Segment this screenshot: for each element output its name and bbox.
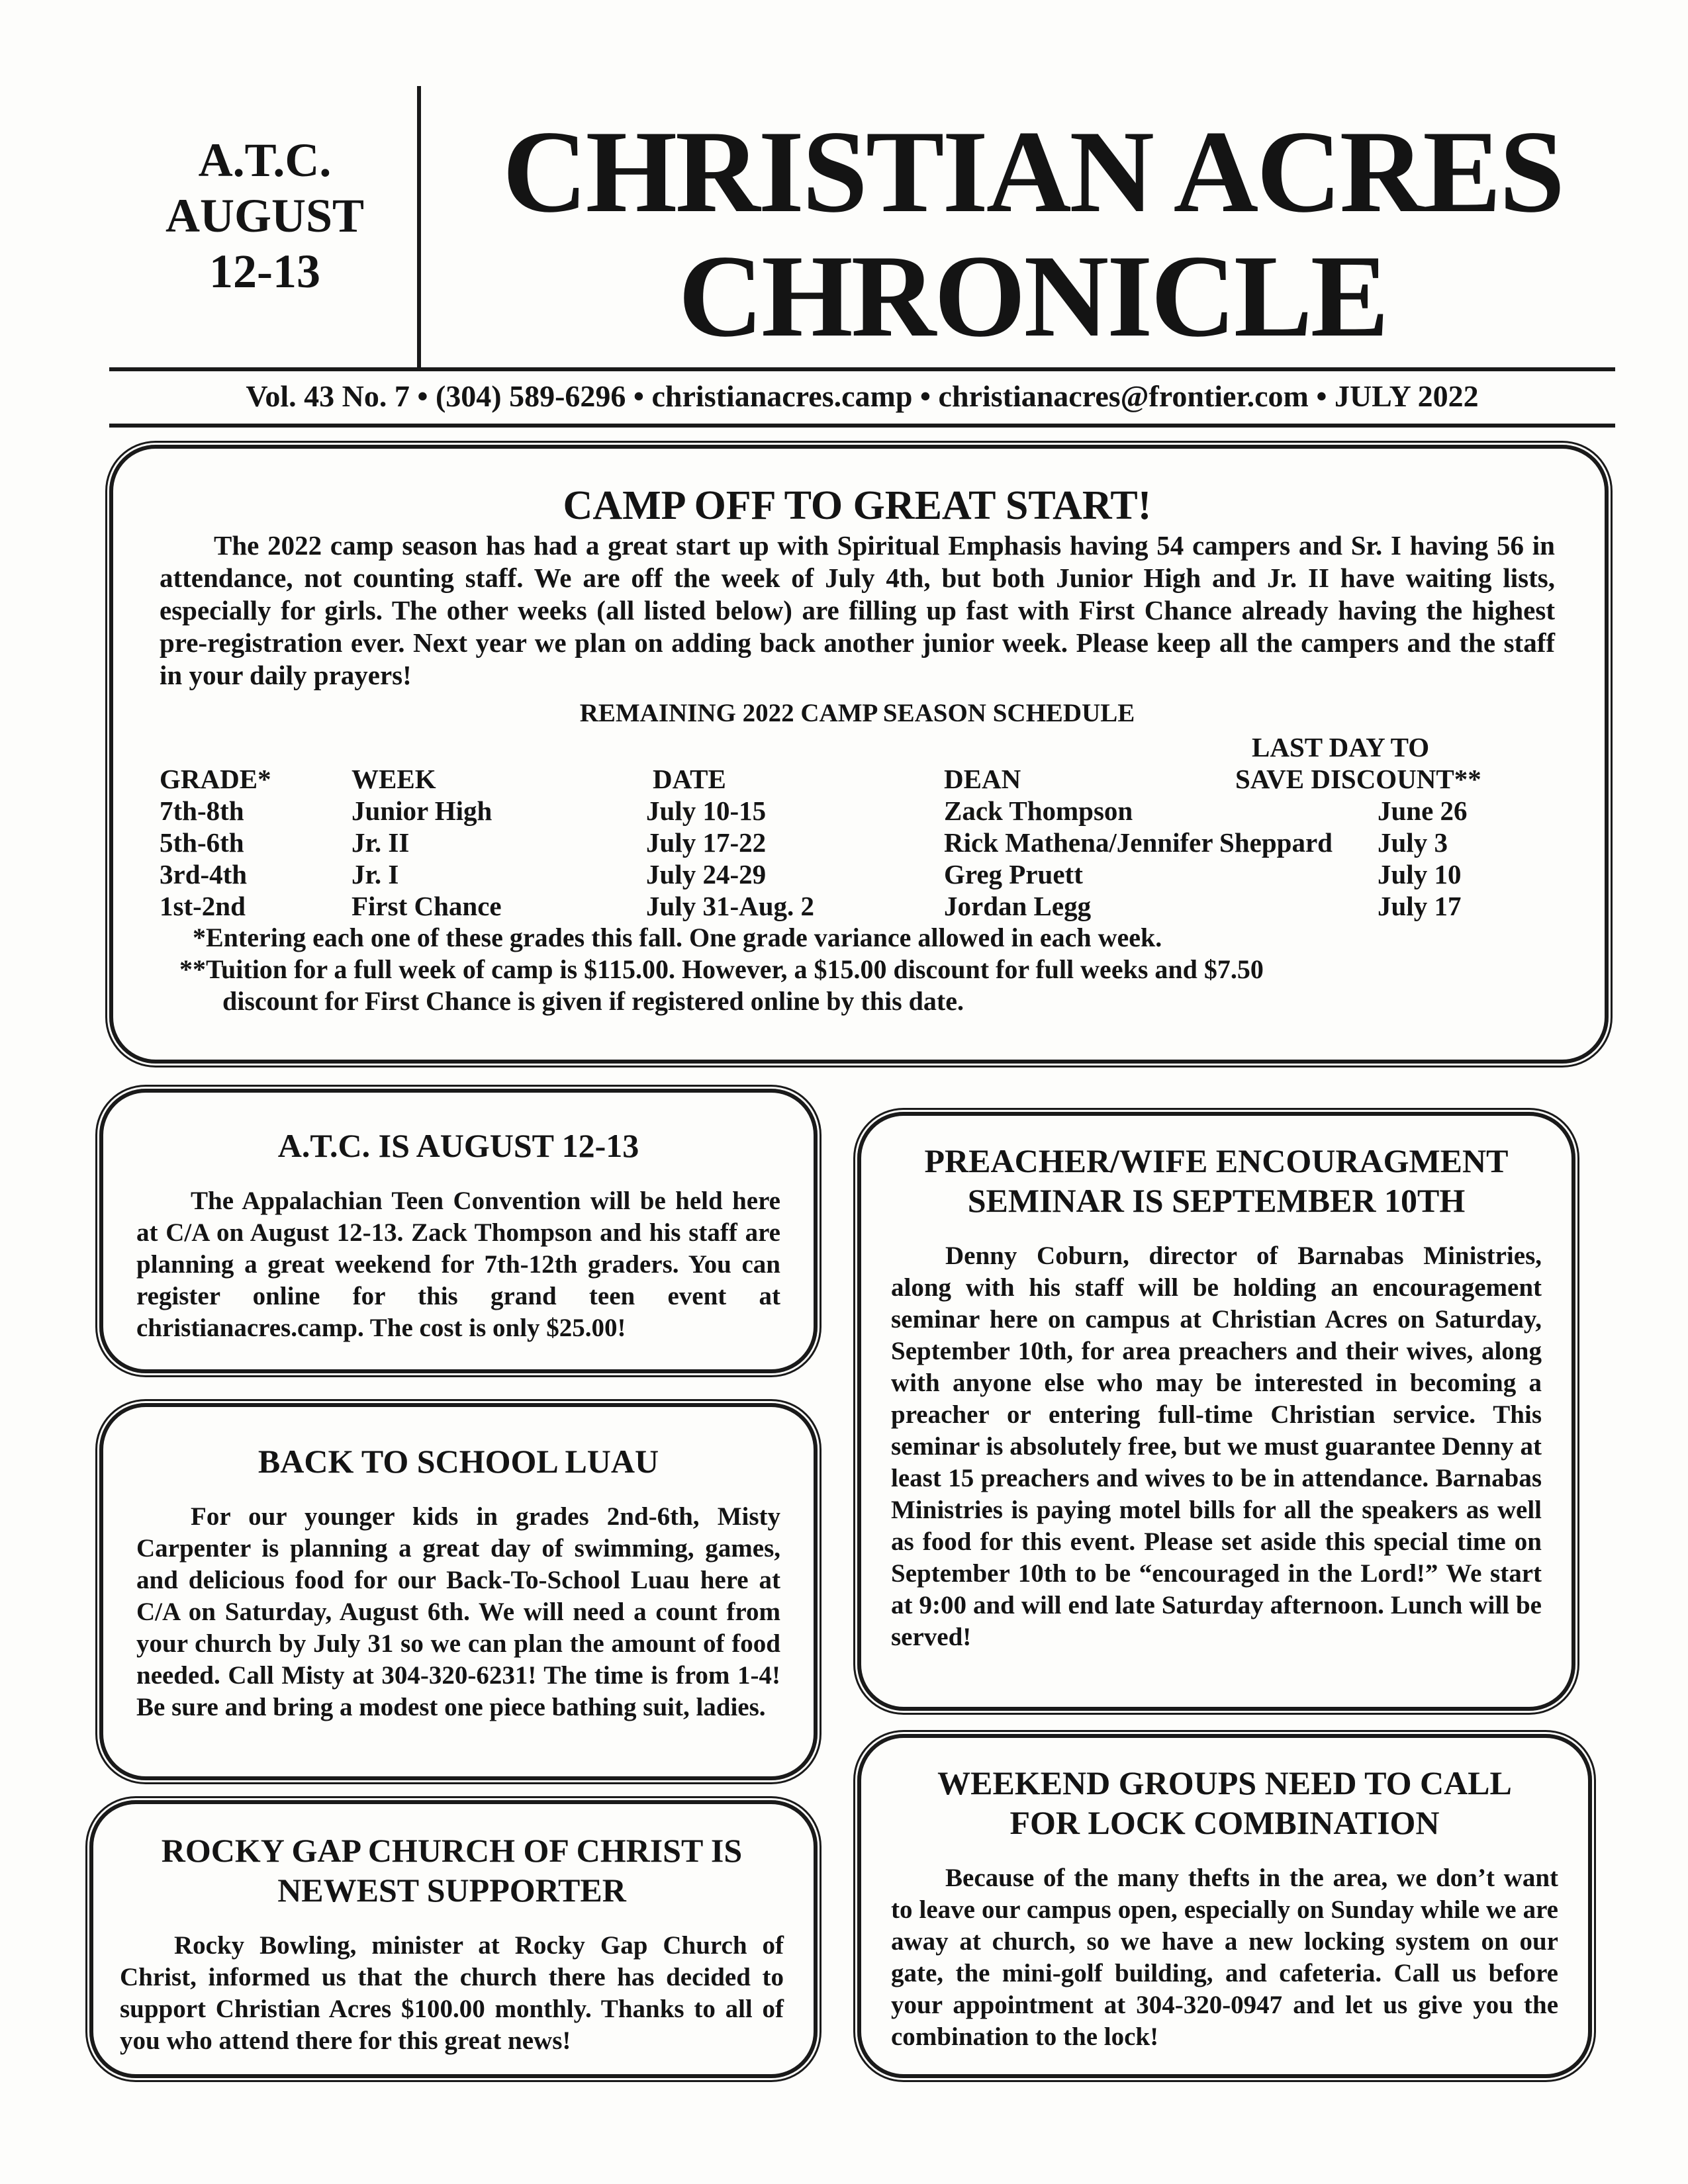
row-1-dean: Zack Thompson	[944, 796, 1133, 826]
seminar-body: Denny Coburn, director of Barnabas Ministries, along with his staff will be holding an encouragement seminar here on campus at Christian Acres on Saturday, September 10th, for area preachers and their wives, along with anyone else who may be interested in becoming a preacher or entering full-time Christian service. This seminar is absolutely free, but we must guarantee Denny at least 15 preachers and wives to be in attendance. Barnabas Ministries is paying motel bills for all the speakers as well as food for this event. Please set aside this special time on September 10th to be “encouraged in the Lord!” We start at 9:00 and will end late Saturday afternoon. Lunch will be served!	[891, 1242, 1542, 1651]
weekend-body: Because of the many thefts in the area, we don’t want to leave our campus open, especially on Sunday while we are away at church, so we have a new locking system on our gate, the mini-golf building, and cafeteria. Call us before your appointment at 304-320-0947 and let us give you the combination to the lock!	[891, 1864, 1558, 2051]
row-2-grade: 5th-6th	[160, 827, 244, 858]
camp-start-heading: CAMP OFF TO GREAT START!	[563, 483, 1152, 528]
row-4-week: First Chance	[352, 891, 502, 921]
col-dean: DEAN	[944, 764, 1021, 794]
row-3-week: Jr. I	[352, 859, 399, 889]
row-3-dean: Greg Pruett	[944, 859, 1083, 889]
title-line-2: CHRONICLE	[678, 230, 1387, 361]
row-4-last-day: July 17	[1378, 891, 1462, 921]
schedule-title: REMAINING 2022 CAMP SEASON SCHEDULE	[579, 699, 1135, 727]
masthead-top-rule	[109, 367, 1615, 371]
camp-start-body: The 2022 camp season has had a great start up with Spiritual Emphasis having 54 campers and Sr. I having 56 in attendance, not counting staff. We are off the week of July 4th, but both Junior High and Jr. II have waiting lists, especially for girls. The other weeks (all listed below) are filling up fast with First Chance already having the highest pre-registration ever. Next year we plan on adding back another junior week. Please keep all the campers and the staff in your daily prayers!	[160, 530, 1555, 690]
camp-start-article	[109, 445, 1609, 1064]
rocky-gap-heading-line-1: ROCKY GAP CHURCH OF CHRIST IS	[161, 1832, 743, 1869]
weekend-heading	[891, 1763, 1558, 1843]
col-grade: GRADE*	[160, 764, 271, 794]
col-week: WEEK	[352, 764, 436, 794]
row-2-week: Jr. II	[352, 827, 410, 858]
weekend-heading-line-2: FOR LOCK COMBINATION	[1009, 1804, 1440, 1841]
row-4-grade: 1st-2nd	[160, 891, 246, 921]
seminar-heading-line-1: PREACHER/WIFE ENCOURAGMENT	[924, 1142, 1509, 1179]
rocky-gap-body: Rocky Bowling, minister at Rocky Gap Church of Christ, informed us that the church there has decided to support Christian Acres $100.00 monthly. Thanks to all of you who attend there for this great news!	[120, 1931, 784, 2055]
col-last-day-line2: SAVE DISCOUNT**	[1235, 764, 1481, 794]
rocky-gap-heading-line-2: NEWEST SUPPORTER	[277, 1872, 626, 1909]
title-line-1: CHRISTIAN ACRES	[502, 106, 1563, 237]
footnote-1: *Entering each one of these grades this fall. One grade variance allowed in each week.	[193, 923, 1162, 952]
atc-line-1: A.T.C.	[198, 134, 332, 187]
row-2-date: July 17-22	[646, 827, 767, 858]
row-4-dean: Jordan Legg	[944, 891, 1092, 921]
atc-article	[99, 1089, 818, 1373]
row-1-week: Junior High	[352, 796, 492, 826]
luau-body: For our younger kids in grades 2nd-6th, Misty Carpenter is planning a great day of swimming, games, and delicious food for our Back-To-School Luau here at C/A on Saturday, August 6th. We will need a count from your church by July 31 so we can plan the amount of food needed. Call Misty at 304-320-6231! The time is from 1-4! Be sure and bring a modest one piece bathing suit, ladies.	[136, 1502, 780, 1721]
seminar-heading	[891, 1141, 1542, 1220]
atc-line-2: AUGUST	[165, 189, 365, 242]
weekend-heading-line-1: WEEKEND GROUPS NEED TO CALL	[937, 1764, 1512, 1801]
row-4-date: July 31-Aug. 2	[646, 891, 815, 921]
newsletter-title	[430, 106, 1635, 361]
atc-body: The Appalachian Teen Convention will be held here at C/A on August 12-13. Zack Thompson and his staff are planning a great weekend for 7th-12th graders. You can register online for this grand teen event at christianacres.camp. The cost is only $25.00!	[136, 1187, 780, 1342]
weekend-article	[857, 1734, 1592, 2078]
schedule-table	[160, 730, 1555, 922]
seminar-heading-line-2: SEMINAR IS SEPTEMBER 10TH	[967, 1182, 1466, 1219]
rocky-gap-article	[89, 1800, 818, 2078]
row-2-dean: Rick Mathena/Jennifer Sheppard	[944, 827, 1333, 858]
row-3-date: July 24-29	[646, 859, 767, 889]
footnote-2-line-1: **Tuition for a full week of camp is $115.00. However, a $15.00 discount for full weeks and $7.50	[179, 954, 1264, 984]
row-1-date: July 10-15	[646, 796, 767, 826]
rocky-gap-heading	[120, 1831, 784, 1910]
luau-article	[99, 1403, 818, 1780]
atc-date-block	[132, 132, 397, 299]
seminar-article	[857, 1112, 1575, 1711]
masthead-bottom-rule	[109, 424, 1615, 428]
row-2-last-day: July 3	[1378, 827, 1448, 858]
col-date: DATE	[653, 764, 726, 794]
atc-heading: A.T.C. IS AUGUST 12-13	[277, 1127, 639, 1164]
masthead-vertical-rule	[417, 86, 421, 367]
col-last-day-line1: LAST DAY TO	[1252, 732, 1430, 762]
info-line: Vol. 43 No. 7 • (304) 589-6296 • christianacres.camp • christianacres@frontier.com • JULY 2022	[246, 379, 1479, 413]
row-1-last-day: June 26	[1378, 796, 1468, 826]
footnote-2-line-2: discount for First Chance is given if registered online by this date.	[222, 986, 964, 1016]
row-3-grade: 3rd-4th	[160, 859, 248, 889]
row-1-grade: 7th-8th	[160, 796, 244, 826]
row-3-last-day: July 10	[1378, 859, 1462, 889]
luau-heading: BACK TO SCHOOL LUAU	[258, 1443, 659, 1480]
atc-line-3: 12-13	[209, 245, 320, 298]
